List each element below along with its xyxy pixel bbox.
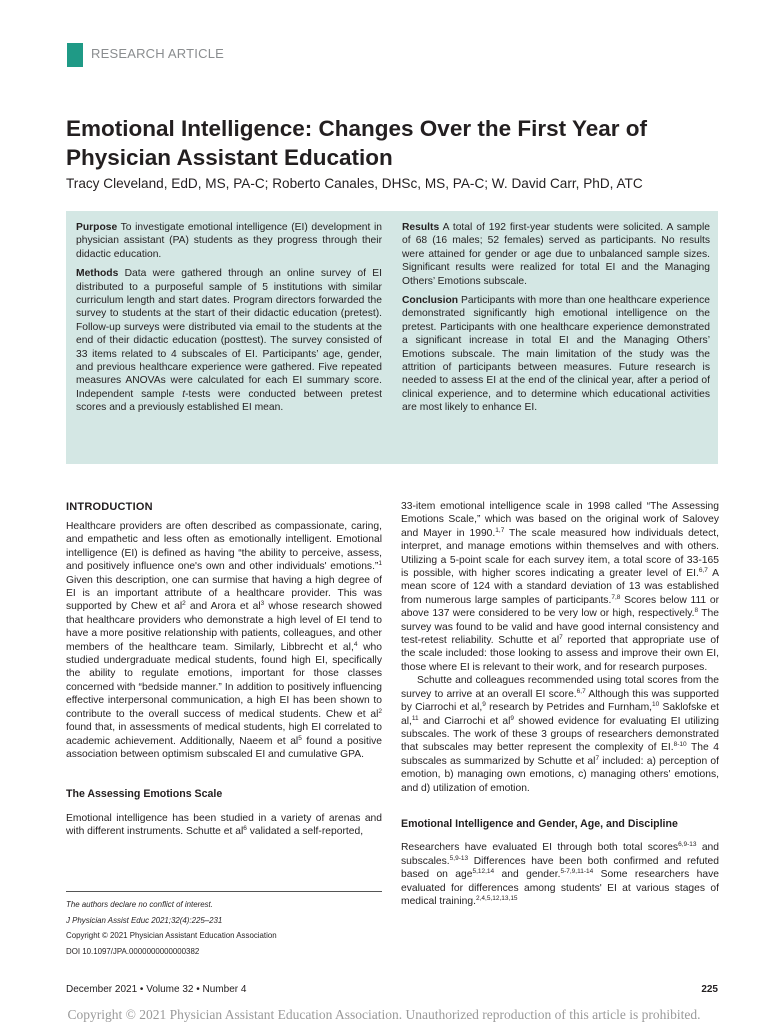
citation-marker: 11 <box>411 714 419 722</box>
citation-marker: 8 <box>694 607 699 615</box>
conclusion-label: Conclusion <box>402 295 459 307</box>
gender-paragraph: Researchers have evaluated EI through both total scores$^{6,9-13}$ and subscales.$^{5,9-13}$ Differences have been both confirmed and refuted based on age$^{5,12,14}$ and gender.$^{5-7,9,11-14}$ Some researchers have evaluated for differences among students' EI at various stages of medical training.$^{2,4,5,12,13,15}$ <box>401 841 719 907</box>
citation-marker: 6,9-13 <box>678 841 697 849</box>
citation-marker: 2 <box>378 707 382 715</box>
abstract-conclusion <box>402 294 710 415</box>
assessing-paragraph-continued: 33-item emotional intelligence scale in 1998 called “The Assessing Emotions Scale,” which was based on the original work of Salovey and Mayer in 1990.$^{1,7}$ The scale measured how individuals detect, interpret, and manage emotions within themselves and with others. Utilizing a 5-point scale for each survey item, a total score of 33-165 is possible, with higher scores indicating a greater level of EI.$^{6,7}$ A mean score of 124 with a standard deviation of 13 was established from numerous large samples of participants.$^{7,8}$ Scores below 111 or above 137 were considered to be very low or high, respectively.$^8$ The survey was found to be valid and have good internal consistency and test-retest reliability. Schutte et $al^7$ reported that appropriate use of the scale included: those looking to assess and improve their own EI, those where EI is relevant to their work, and for research purposes. <box>401 501 720 673</box>
footnote-divider <box>66 891 382 892</box>
copyright-note: Copyright © 2021 Physician Assistant Education Association <box>66 931 277 940</box>
citation-marker: 3 <box>260 600 265 608</box>
abstract-left-column <box>76 221 382 421</box>
abstract-box <box>66 211 718 464</box>
citation-marker: 1 <box>378 560 382 568</box>
issue-info: December 2021 • Volume 32 • Number 4 <box>66 984 247 995</box>
conflict-statement: The authors declare no conflict of interest. <box>66 900 213 909</box>
methods-text-a: Data were gathered through an online survey of EI distributed to a purposeful sample of 5 institutions with similar curriculum length and start dates. Program directors forwarded the survey to students at the start of their didactic education (pretest). Follow-up surveys were distributed via email to the students at the end of their didactic education (posttest). The survey consisted of 33 items related to 4 subscales of EI. Participants’ age, gender, and previous healthcare experience were gathered. Five repeated measures ANOVAs were calculated for each EI summary score. Independent sample <box>76 268 382 400</box>
section-accent-bar <box>67 43 83 67</box>
citation-marker: 4 <box>353 640 358 648</box>
citation-marker: 1,7 <box>495 526 505 534</box>
citation-marker: 8-10 <box>673 741 687 749</box>
citation-marker: 5,9-13 <box>449 854 469 862</box>
citation-marker: 6 <box>243 825 247 833</box>
abstract-purpose <box>76 221 382 261</box>
purpose-label: Purpose <box>76 222 118 233</box>
citation-marker: 7 <box>595 754 600 762</box>
copyright-watermark: Copyright © 2021 Physician Assistant Education Association. Unauthorized reproduction of this article is prohibited. <box>67 1007 701 1022</box>
abstract-right-column <box>402 221 710 421</box>
footnotes <box>66 897 386 959</box>
subscales-paragraph: Schutte and colleagues recommended using total scores from the survey to arrive at an overall EI score.$^{6,7}$ Although this was supported by Ciarrochi et al,$^9$ research by Petrides and Furnham,$^{10}$ Saklofske et al,$^{11}$ and Ciarrochi et $al^9$ showed evidence for evaluating EI utilizing subscales. The work of these 3 groups of researchers demonstrated that subscales may better represent the complexity of EI.$^{8-10}$ The 4 subscales as summarized by Schutte et $al^7$ included: a) perception of emotion, b) managing own emotions, c) managing others' emotions, and d) utilization of emotion. <box>401 675 719 794</box>
citation-marker: 10 <box>652 701 660 709</box>
citation-marker: 5 <box>298 734 302 742</box>
citation-marker: 7 <box>559 634 563 642</box>
citation-marker: 5-7,9,11-14 <box>560 868 594 876</box>
right-body-column <box>401 500 719 908</box>
citation-marker: 2 <box>182 600 186 608</box>
article-title: Emotional Intelligence: Changes Over the First Year of Physician Assistant Education <box>66 116 647 170</box>
results-text: A total of 192 first-year students were solicited. A sample of 68 (16 males; 52 females) served as participants. No results were attained for gender or age due to unbalanced sample sizes. Significant results were realized for total EI and the Managing Others’ Emotions subscale. <box>402 222 710 287</box>
citation-marker: 5,12,14 <box>472 868 495 876</box>
methods-label: Methods <box>76 268 119 280</box>
doi: DOI 10.1097/JPA.0000000000000382 <box>66 946 200 956</box>
assessing-heading: The Assessing Emotions Scale <box>66 788 223 801</box>
citation-marker: 9 <box>510 714 515 722</box>
page-number: 225 <box>701 984 718 995</box>
article-type-label: RESEARCH ARTICLE <box>91 46 224 61</box>
citation-marker: 6,7 <box>576 687 586 695</box>
citation-marker: 2,4,5,12,13,15 <box>475 894 518 902</box>
abstract-methods <box>76 267 382 414</box>
assessing-paragraph: Emotional intelligence has been studied in a variety of arenas and with different instruments. Schutte et $al^6$ validated a self-reported, <box>66 812 382 838</box>
author-list: Tracy Cleveland, EdD, MS, PA-C; Roberto Canales, DHSc, MS, PA-C; W. David Carr, PhD, ATC <box>66 176 643 191</box>
citation-marker: 9 <box>482 701 486 709</box>
introduction-heading: INTRODUCTION <box>66 501 153 513</box>
citation-marker: 6,7 <box>698 567 708 575</box>
methods-text-b: -tests were conducted between pretest scores and a previously established EI mean. <box>76 388 382 414</box>
intro-paragraph: Healthcare providers are often described as compassionate, caring, and empathetic and less often as emotionally intelligent. Emotional intelligence (EI) is defined as having “the ability to perceive, assess, and positively influence one's own and other individuals' emotions.”$^1$ Given this description, one can surmise that having a high degree of EI is an important attribute of a healthcare provider. This was supported by Chew et $al^2$ and Arora et $al^3$ whose research showed that healthcare providers who demonstrate a high level of EI tend to have a more positive relationship with patients, colleagues, and other members of the healthcare team. Similarly, Libbrecht et al,$^4$ who studied undergraduate medical students, found high EI, specifically the ability to regulate emotions, important for those classes concerned with “bedside manner.” In addition to positively influencing effective interpersonal communication, a high EI has been shown to contribute to the overall success of medical students. Chew et $al^2$ found that, in assessments of medical students, high EI correlated to academic achievement. Additionally, Naeem et $al^5$ found a positive association between optimism subscaled EI and cumulative GPA. <box>66 521 383 760</box>
abstract-results <box>402 221 710 288</box>
conclusion-text: Participants with more than one healthcare experience demonstrated significantly high emotional intelligence on the pretest. Participants with one healthcare experience demonstrated a significant increase in total EI and the Managing Others’ Emotions subscale. The main limitation of the study was the attrition of participants between measures. Future research is needed to assess EI at the end of the clinical year, after a period of clinical experience, and to determine which educational activities are most likely to enhance EI. <box>402 295 710 414</box>
journal-citation: J Physician Assist Educ 2021;32(4):225–231 <box>66 915 223 925</box>
purpose-text: To investigate emotional intelligence (EI) development in physician assistant (PA) students as they progress through their didactic education. <box>76 222 382 260</box>
gender-heading: Emotional Intelligence and Gender, Age, and Discipline <box>401 817 678 830</box>
left-body-column <box>66 520 382 839</box>
results-label: Results <box>402 222 440 233</box>
citation-marker: 7,8 <box>611 593 621 601</box>
methods-t-italic: t <box>182 388 186 400</box>
